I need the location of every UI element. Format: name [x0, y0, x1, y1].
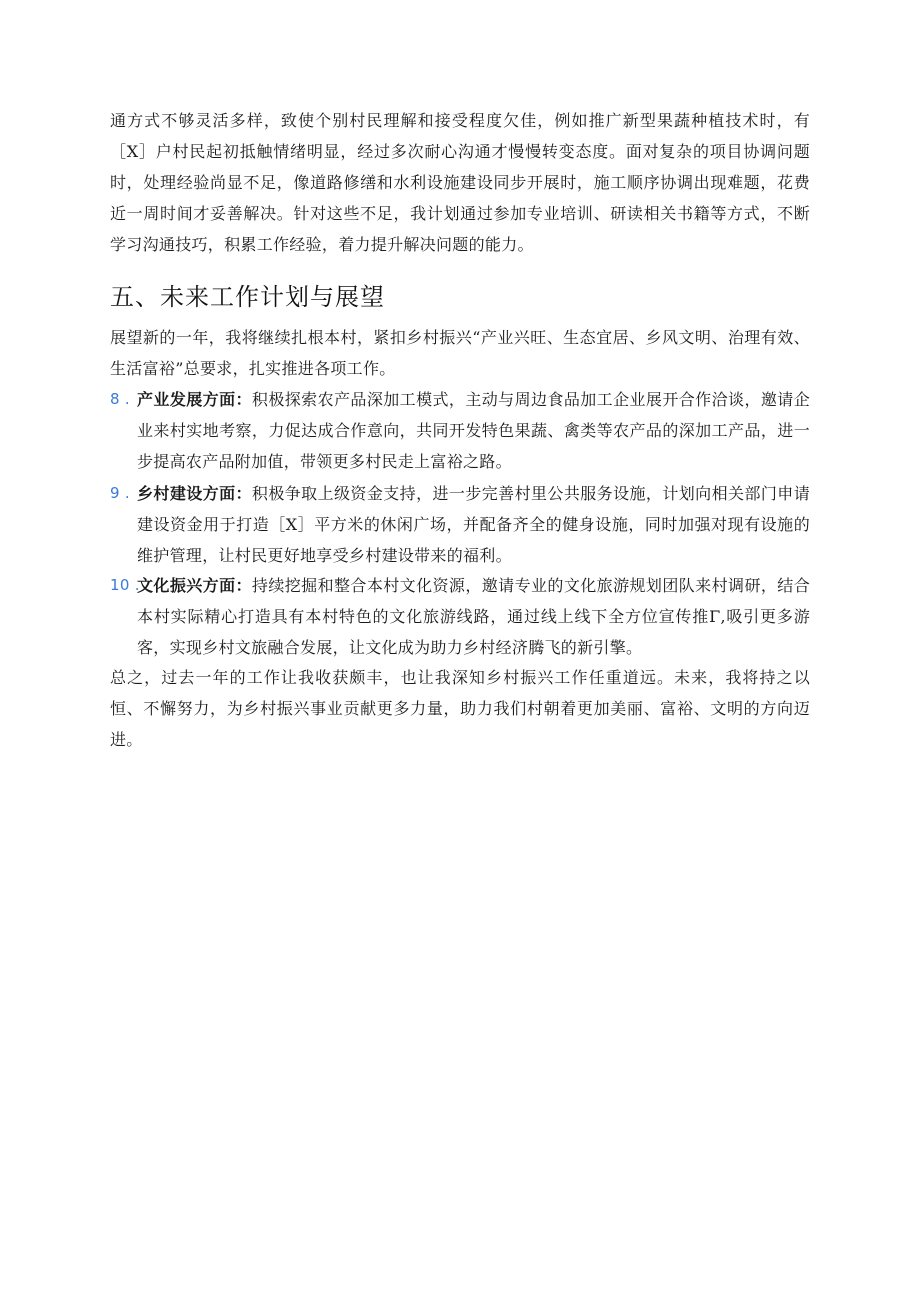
- section-intro-paragraph: 展望新的一年，我将继续扎根本村，紧扣乡村振兴“产业兴旺、生态宜居、乡风文明、治理有效、生活富裕”总要求，扎实推进各项工作。: [110, 328, 810, 378]
- section-heading: 五、未来工作计划与展望: [110, 283, 385, 311]
- conclusion-paragraph: 总之，过去一年的工作让我收获颇丰，也让我深知乡村振兴工作任重道远。未来，我将持之以恒、不懈努力，为乡村振兴事业贡献更多力量，助力我们村朝着更加美丽、富裕、文明的方向迈进。: [110, 668, 810, 749]
- list-item-lead: 文化振兴方面：: [137, 576, 252, 595]
- list-item-text: 积极探索农产品深加工模式，主动与周边食品加工企业展开合作洽谈，邀请企业来村实地考察，力促达成合作意向，共同开发特色果蔬、禽类等农产品的深加工产品，进一步提高农产品附加值，带领更多村民走上富裕之路。: [137, 390, 810, 471]
- list-item-lead: 产业发展方面：: [137, 390, 252, 409]
- list-item-text: 积极争取上级资金支持，进一步完善村里公共服务设施，计划向相关部门申请建设资金用于打造［X］平方米的休闲广场，并配备齐全的健身设施，同时加强对现有设施的维护管理，让村民更好地享受乡村建设带来的福利。: [137, 484, 810, 565]
- list-item-number: 8 .: [110, 390, 130, 408]
- list-item-number: 9 .: [110, 484, 130, 502]
- list-item-number: 10 .: [110, 576, 140, 594]
- intro-paragraph: 通方式不够灵活多样，致使个别村民理解和接受程度欠佳，例如推广新型果蔬种植技术时，有［X］户村民起初抵触情绪明显，经过多次耐心沟通才慢慢转变态度。面对复杂的项目协调问题时，处理经验尚显不足，像道路修缮和水利设施建设同步开展时，施工顺序协调出现难题，花费近一周时间才妥善解决。针对这些不足，我计划通过参加专业培训、研读相关书籍等方式，不断学习沟通技巧，积累工作经验，着力提升解决问题的能力。: [110, 111, 810, 254]
- list-item-body: [110, 570, 810, 663]
- list-item-text: 持续挖掘和整合本村文化资源，邀请专业的文化旅游规划团队来村调研，结合本村实际精心打造具有本村特色的文化旅游线路，通过线上线下全方位宣传推Γ,吸引更多游客，实现乡村文旅融合发展，让文化成为助力乡村经济腾飞的新引擎。: [137, 576, 810, 657]
- list-item-lead: 乡村建设方面：: [137, 484, 252, 503]
- list-item-body: [110, 478, 810, 571]
- list-item-industry: [110, 384, 810, 477]
- list-item-construction: [110, 478, 810, 571]
- list-item-culture: [110, 570, 810, 663]
- list-item-body: [110, 384, 810, 477]
